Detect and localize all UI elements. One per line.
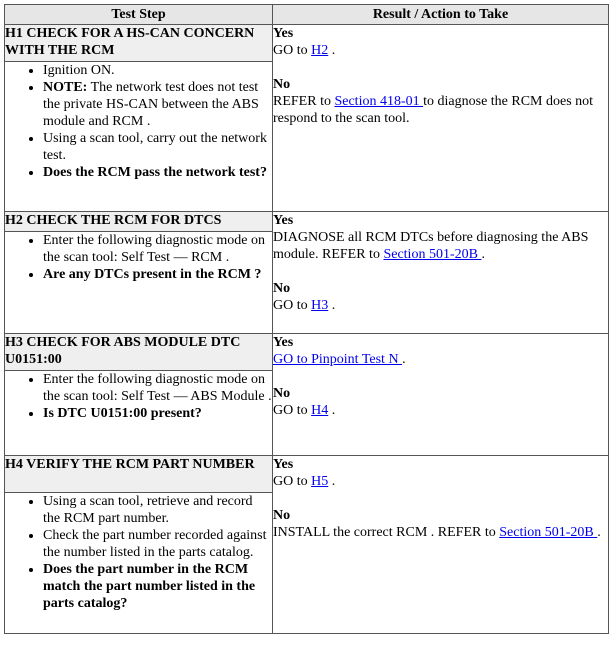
result-text: . xyxy=(328,474,336,489)
result-label: No xyxy=(273,386,291,401)
header-test-step: Test Step xyxy=(5,5,273,25)
list-item xyxy=(43,266,272,283)
list-item: • Enter the following diagnostic mode on the scan tool: Self Test — ABS Module . xyxy=(43,371,272,405)
step-body xyxy=(5,371,273,456)
result-text: GO to xyxy=(273,43,312,58)
step-title-row xyxy=(5,456,609,493)
result-label: Yes xyxy=(273,213,294,228)
list-item: • Using a scan tool, carry out the network test. xyxy=(43,130,272,164)
list-item xyxy=(43,79,272,130)
result-cell xyxy=(273,212,609,334)
result-yes xyxy=(273,334,608,368)
result-text: DIAGNOSE all RCM DTCs before diagnosing the ABS module. REFER to xyxy=(273,230,589,262)
result-label: Yes xyxy=(273,457,294,472)
result-cell xyxy=(273,334,609,456)
result-no xyxy=(273,76,608,127)
result-action xyxy=(273,524,608,541)
result-text: . xyxy=(597,525,601,540)
step-question: Does the part number in the RCM match the part number listed in the parts catalog? xyxy=(43,562,256,611)
table-header-row xyxy=(5,5,609,25)
list-item: • Ignition ON. xyxy=(43,62,272,79)
result-no xyxy=(273,280,608,314)
result-action xyxy=(273,473,608,490)
result-text: INSTALL the correct RCM . REFER to xyxy=(273,525,500,540)
link-h5[interactable]: H5 xyxy=(311,474,329,489)
result-no xyxy=(273,385,608,419)
result-text: GO to xyxy=(273,474,312,489)
result-cell xyxy=(273,25,609,212)
step-title: H1 CHECK FOR A HS-CAN CONCERN WITH THE RCM xyxy=(5,25,273,62)
step-title-row xyxy=(5,25,609,62)
step-bullet-list xyxy=(5,232,272,283)
note-text: The network test does not test the private HS-CAN between the ABS module and RCM . xyxy=(43,80,259,129)
result-yes xyxy=(273,25,608,59)
link-pinpoint-test-n[interactable]: GO to Pinpoint Test N xyxy=(273,352,403,367)
header-result-action: Result / Action to Take xyxy=(273,5,609,25)
result-label: No xyxy=(273,508,291,523)
step-body xyxy=(5,493,273,634)
result-action xyxy=(273,402,608,419)
result-cell xyxy=(273,456,609,634)
link-h3[interactable]: H3 xyxy=(311,298,329,313)
result-text: . xyxy=(328,403,336,418)
list-item xyxy=(43,405,272,422)
link-section-501-20b[interactable]: Section 501-20B xyxy=(383,247,482,262)
list-item: • Check the part number recorded against the number listed in the parts catalog. xyxy=(43,527,272,561)
result-yes xyxy=(273,212,608,263)
step-title-row xyxy=(5,212,609,232)
step-question: Are any DTCs present in the RCM ? xyxy=(43,267,262,282)
result-action xyxy=(273,297,608,314)
link-h2[interactable]: H2 xyxy=(311,43,329,58)
step-title: H4 VERIFY THE RCM PART NUMBER xyxy=(5,456,273,493)
link-h4[interactable]: H4 xyxy=(311,403,329,418)
list-item xyxy=(43,164,272,181)
result-text: . xyxy=(328,43,336,58)
result-text: . xyxy=(481,247,485,262)
step-body xyxy=(5,232,273,334)
step-question: Does the RCM pass the network test? xyxy=(43,165,267,180)
result-action xyxy=(273,229,608,263)
result-label: No xyxy=(273,77,291,92)
result-text: . xyxy=(402,352,406,367)
result-label: No xyxy=(273,281,291,296)
note-label: NOTE: xyxy=(43,80,88,95)
diagnostic-table xyxy=(4,4,609,634)
step-bullet-list xyxy=(5,493,272,612)
result-action xyxy=(273,93,608,127)
result-label: Yes xyxy=(273,26,294,41)
result-text: . xyxy=(328,298,336,313)
result-text: to diagnose the RCM does not respond to the scan tool. xyxy=(273,94,594,126)
result-yes xyxy=(273,456,608,490)
step-question: Is DTC U0151:00 present? xyxy=(43,406,202,421)
link-section-501-20b[interactable]: Section 501-20B xyxy=(499,525,598,540)
link-section-418-01[interactable]: Section 418-01 xyxy=(334,94,424,109)
result-label: Yes xyxy=(273,335,294,350)
result-action xyxy=(273,42,608,59)
step-bullet-list xyxy=(5,371,272,422)
list-item: • Enter the following diagnostic mode on the scan tool: Self Test — RCM . xyxy=(43,232,272,266)
list-item: • Using a scan tool, retrieve and record the RCM part number. xyxy=(43,493,272,527)
list-item xyxy=(43,561,272,612)
result-text: GO to xyxy=(273,403,312,418)
step-title: H2 CHECK THE RCM FOR DTCS xyxy=(5,212,273,232)
step-body xyxy=(5,62,273,212)
result-text: GO to xyxy=(273,298,312,313)
step-title-row xyxy=(5,334,609,371)
result-action xyxy=(273,351,608,368)
result-no xyxy=(273,507,608,541)
step-bullet-list xyxy=(5,62,272,181)
step-title: H3 CHECK FOR ABS MODULE DTC U0151:00 xyxy=(5,334,273,371)
result-text: REFER to xyxy=(273,94,335,109)
